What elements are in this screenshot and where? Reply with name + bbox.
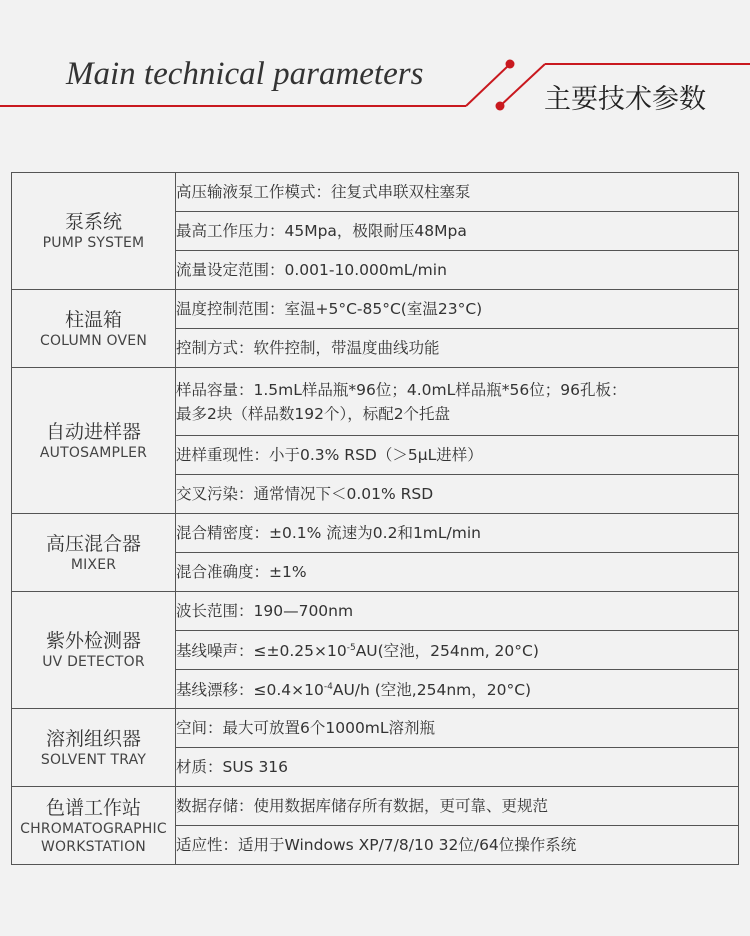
spec-text: AU/h (空池,254nm，20°C)	[332, 681, 532, 700]
header	[0, 0, 750, 130]
spec-text: 基线漂移：≤0.4×10	[176, 681, 324, 700]
header-dot-top	[506, 60, 515, 69]
category-label-zh: 色谱工作站	[45, 796, 141, 819]
category-label-en: PUMP SYSTEM	[42, 235, 145, 251]
category-label-en: UV DETECTOR	[42, 654, 145, 670]
table-row	[12, 514, 739, 553]
category-label-en: SOLVENT TRAY	[40, 751, 147, 768]
spec-value: 材质：SUS 316	[176, 748, 739, 787]
spec-value: 温度控制范围：室温+5°C-85°C(室温23°C)	[176, 290, 739, 329]
spec-value-drift	[176, 670, 739, 709]
spec-exponent: -4	[323, 682, 333, 693]
spec-value-line: 最多2块（样品数192个），标配2个托盘	[176, 404, 451, 423]
spec-value: 流量设定范围：0.001-10.000mL/min	[176, 251, 739, 290]
category-label-en: COLUMN OVEN	[39, 332, 147, 349]
header-slash-2	[500, 64, 545, 106]
spec-value: 最高工作压力：45Mpa，极限耐压48Mpa	[176, 212, 739, 251]
table-row	[12, 592, 739, 631]
category-label-zh: 柱温箱	[64, 308, 122, 331]
table-row	[12, 173, 739, 212]
spec-value: 波长范围：190—700nm	[176, 592, 739, 631]
category-label-zh: 溶剂组织器	[45, 727, 141, 750]
category-label-zh: 自动进样器	[45, 420, 141, 443]
spec-text: AU(空池，254nm, 20°C)	[355, 642, 539, 661]
category-label-en: CHROMATOGRAPHIC	[20, 820, 167, 837]
table-row	[12, 368, 739, 436]
category-uv-detector	[12, 592, 176, 709]
spec-value: 控制方式：软件控制，带温度曲线功能	[176, 329, 739, 368]
category-mixer	[12, 514, 176, 592]
category-label-zh: 紫外检测器	[45, 630, 141, 652]
spec-table	[11, 172, 739, 865]
spec-exponent: -5	[346, 643, 356, 654]
category-label-en: WORKSTATION	[41, 838, 146, 855]
header-slash-1	[466, 64, 510, 106]
spec-value: 混合准确度：±1%	[176, 553, 739, 592]
category-label-en: MIXER	[70, 556, 117, 573]
category-label-en: AUTOSAMPLER	[39, 444, 148, 461]
spec-value: 数据存储：使用数据库储存所有数据，更可靠、更规范	[176, 787, 739, 826]
spec-value-line: 样品容量：1.5mL样品瓶*96位；4.0mL样品瓶*56位；96孔板：	[176, 380, 627, 399]
title-chinese: 主要技术参数	[544, 84, 706, 115]
category-solvent-tray	[12, 709, 176, 787]
spec-value: 混合精密度：±0.1% 流速为0.2和1mL/min	[176, 514, 739, 553]
category-label-zh: 泵系统	[64, 211, 122, 233]
category-autosampler	[12, 368, 176, 514]
table-row	[12, 709, 739, 748]
spec-value: 空间：最大可放置6个1000mL溶剂瓶	[176, 709, 739, 748]
spec-value: 高压输液泵工作模式：往复式串联双柱塞泵	[176, 173, 739, 212]
spec-value: 进样重现性：小于0.3% RSD（＞5μL进样）	[176, 436, 739, 475]
category-column-oven	[12, 290, 176, 368]
spec-value-noise	[176, 631, 739, 670]
category-workstation	[12, 787, 176, 865]
spec-value: 交叉污染：通常情况下＜0.01% RSD	[176, 475, 739, 514]
table-row	[12, 787, 739, 826]
spec-value-multiline	[176, 368, 739, 436]
spec-value: 适应性：适用于Windows XP/7/8/10 32位/64位操作系统	[176, 826, 739, 865]
title-english: Main technical parameters	[66, 56, 424, 92]
category-label-zh: 高压混合器	[45, 532, 141, 555]
spec-text: 基线噪声：≤±0.25×10	[176, 642, 347, 661]
category-pump-system	[12, 173, 176, 290]
header-dot-bottom	[496, 102, 505, 111]
table-row	[12, 290, 739, 329]
